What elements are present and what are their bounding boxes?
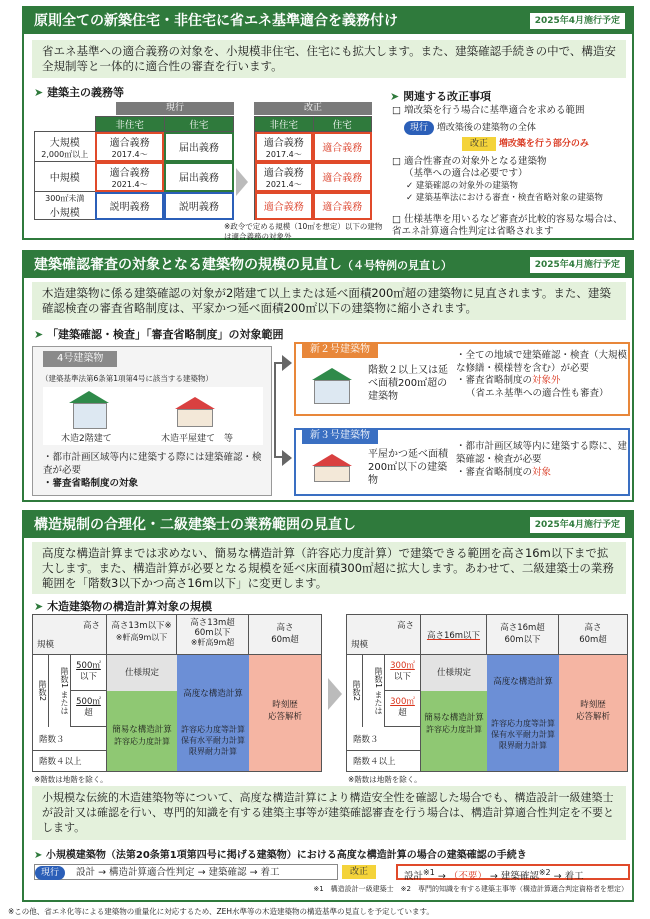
cell-simple: 簡易な構造計算 許容応力度計算 (107, 691, 177, 771)
section-title: 構造規制の合理化・二級建築士の業務範囲の見直し 2025年4月施行予定 (24, 512, 632, 538)
section-title: 原則全ての新築住宅・非住宅に省エネ基準適合を義務付け 2025年4月施行予定 (24, 8, 632, 34)
row-floors2-label: 階数2 (347, 655, 363, 727)
cell-spec: 仕様規定 (421, 655, 487, 691)
new2-tag: 新２号建築物 (302, 342, 378, 358)
check-icon: ✓ (406, 193, 414, 203)
basement-note: ※階数は地階を除く。 (348, 775, 422, 784)
new3-bullets: ・都市計画区域等内に建築する際に、建築確認・検査が必要 ・審査省略制度の対象 (456, 441, 628, 478)
col-res: 住宅 (164, 117, 233, 132)
row-mid: 中規模 (35, 162, 96, 192)
current-tag: 現行 (404, 121, 434, 135)
row-floors1-label: 階数1 または (363, 655, 385, 727)
col-h16-le: 高さ16m以下 (421, 615, 487, 655)
no4-tag: 4号建築物 (43, 351, 117, 367)
related-item-1: □ 増改築を行う場合に基準適合を求める範囲 (392, 105, 585, 116)
one-story-house-icon (175, 397, 215, 427)
cell-timehist: 時刻歴 応答解析 (559, 655, 627, 771)
cell-advanced: 高度な構造計算 許容応力度等計算 保有水平耐力計算 限界耐力計算 (487, 655, 559, 771)
arrow-head-icon (282, 450, 292, 466)
cell-rev-small-res: 適合義務 (313, 192, 372, 220)
section-intro: 省エネ基準への適合義務の対象を、小規模非住宅、住宅にも拡大します。また、建築確認手続きの中で、構造安全規制等と一体的に適合性の審査を行います。 (32, 40, 626, 78)
no4-building-box (32, 346, 272, 496)
col-h16-60: 高さ16m超 60m以下 (487, 615, 559, 655)
cell-rev-large-nonres: 適合義務 2017.4～ (255, 132, 314, 162)
row-floors2-label: 階数2 (33, 655, 49, 727)
current-duty-table (34, 116, 234, 220)
scope-heading: ➤ 木造建築物の構造計算対象の規模 (34, 600, 213, 613)
row-area-le: 500㎡ 以下 (71, 655, 107, 691)
branch-arrow-icon (274, 362, 290, 458)
related-heading: ➤ 関連する改正事項 (390, 90, 492, 103)
col-res: 住宅 (313, 117, 372, 132)
procedure-revised-tag (342, 864, 376, 880)
row-floors3: 階数３ (347, 727, 421, 751)
cell-rev-mid-nonres: 適合義務 2021.4～ (255, 162, 314, 192)
col-h60-gt: 高さ 60m超 (249, 615, 321, 655)
related-item-3: □ 仕様基準を用いるなど審査が比較的容易な場合は、省エネ計算適合性判定は省略されます (392, 214, 623, 237)
procedure-current: 現行 設計 → 構造計算適合性判定 → 建築確認 → 着工 (34, 864, 338, 880)
procedure-revised: 設計$^{※1}$ → （不要） → 建築確認$^{※2}$ → 着工 (396, 864, 630, 880)
arrow-head-icon (282, 355, 292, 371)
row-floors1-label: 階数1 または (49, 655, 71, 727)
effective-date-badge: 2025年4月施行予定 (529, 256, 626, 274)
new2-bullets: ・全ての地域で建築確認・検査（大規模な修繕・模様替を含む）が必要 ・審査省略制度の対象外 （省エネ基準への適合性も審査） (456, 350, 628, 399)
bullet-triangle-icon: ➤ (34, 850, 43, 861)
page-footer-note: ※この他、省エネ化等による建築物の重量化に対応するため、ZEH水準等の木造建築物の構造基準の見直しを予定しています。 (8, 907, 434, 916)
revised-duty-table (254, 116, 372, 220)
new3-building-box (294, 428, 630, 496)
bullet-triangle-icon: ➤ (34, 328, 44, 341)
section-building-confirmation (22, 250, 634, 502)
row-large: 大規模 2,000㎡以上 (35, 132, 96, 162)
col-nonres: 非住宅 (255, 117, 314, 132)
cell-cur-small-res: 説明義務 (164, 192, 233, 220)
col-h13-le: 高さ13m以下※ ※軒高9m以下 (107, 615, 177, 655)
scope-heading: ➤ 「建築確認・検査」「審査省略制度」の対象範囲 (34, 328, 284, 341)
row-floors4: 階数４以上 (347, 751, 421, 771)
duty-footnote: ※政令で定める規模（10㎡を想定）以下の建物は適合義務の対象外 (224, 222, 383, 241)
scale-label: 規模 (37, 640, 55, 650)
label-one-story: 木造平屋建て 等 (161, 434, 234, 444)
height-label: 高さ (396, 621, 414, 631)
col-h13-60: 高さ13m超 60m以下 ※軒高9m超 (177, 615, 249, 655)
cell-cur-large-res: 届出義務 (164, 132, 233, 162)
bullet-triangle-icon: ➤ (34, 86, 44, 99)
cell-rev-mid-res: 適合義務 (313, 162, 372, 192)
item1-current: 現行 増改築後の建築物の全体 (404, 120, 536, 135)
bullet-triangle-icon: ➤ (34, 600, 44, 613)
two-story-house-icon (71, 391, 107, 427)
no4-houses (43, 387, 263, 445)
scale-label: 規模 (351, 640, 369, 650)
cell-rev-large-res: 適合義務 (313, 132, 372, 162)
square-bullet-icon: □ (392, 105, 401, 116)
no4-bullets: ・都市計画区域等内に建築する際には建築確認・検査が必要 ・審査省略制度の対象 (43, 452, 262, 489)
square-bullet-icon: □ (392, 156, 401, 167)
new2-desc: 階数２以上又は延べ面積200㎡超の建築物 (368, 365, 448, 402)
row-floors3: 階数３ (33, 727, 107, 751)
revised-structure-table (346, 614, 628, 772)
basement-note: ※階数は地階を除く。 (34, 775, 108, 784)
row-area-gt: 500㎡ 超 (71, 691, 107, 727)
cell-cur-small-nonres: 説明義務 (95, 192, 164, 220)
height-label: 高さ (82, 621, 100, 631)
square-bullet-icon: □ (392, 214, 401, 225)
effective-date-badge: 2025年4月施行予定 (529, 516, 626, 534)
cell-advanced: 高度な構造計算 許容応力度等計算 保有水平耐力計算 限界耐力計算 (177, 655, 249, 771)
arrow-right-icon (236, 168, 248, 196)
section-title: 建築確認審査の対象となる建築物の規模の見直し（４号特例の見直し） 2025年4月施行予定 (24, 252, 632, 278)
section-intro: 木造建築物に係る建築確認の対象が2階建て以上または延べ面積200㎡超の建築物に見直されます。また、建築確認検査の審査省略制度は、平家かつ延べ面積200㎡以下の建築物に縮小されます。 (32, 282, 626, 320)
item1-revised: 改正 増改築を行う部分のみ (462, 136, 589, 151)
current-tag: 現行 (35, 866, 65, 880)
cell-cur-mid-res: 届出義務 (164, 162, 233, 192)
no4-subtitle: （建築基準法第6条第1項第4号に該当する建築物） (41, 374, 213, 383)
house-icon (312, 454, 352, 484)
label-two-story: 木造2階建て (61, 434, 112, 444)
revised-tag: 改正 (462, 137, 496, 151)
revised-tag: 改正 (342, 865, 376, 879)
effective-date-badge: 2025年4月施行予定 (529, 12, 626, 30)
cell-cur-mid-nonres: 適合義務 2021.4～ (95, 162, 164, 192)
cell-cur-large-nonres: 適合義務 2017.4～ (95, 132, 164, 162)
arrow-right-icon (328, 678, 342, 710)
procedure-heading: ➤ 小規模建築物（法第20条第1項第四号に掲げる建築物）における高度な構造計算の場合の建築確認の手続き (34, 850, 527, 861)
cell-spec: 仕様規定 (107, 655, 177, 691)
house-icon (312, 368, 352, 406)
new3-desc: 平屋かつ延べ面積200㎡以下の建築物 (368, 449, 448, 486)
bullet-triangle-icon: ➤ (390, 90, 400, 103)
col-nonres: 非住宅 (95, 117, 164, 132)
cell-timehist: 時刻歴 応答解析 (249, 655, 321, 771)
owner-duty-heading: ➤ 建築主の義務等 (34, 86, 125, 99)
new2-building-box (294, 342, 630, 416)
row-floors4: 階数４以上 (33, 751, 107, 771)
section-energy-standard (22, 6, 634, 240)
row-area-gt: 300㎡ 超 (385, 691, 421, 727)
section-structure (22, 510, 634, 902)
current-structure-table (32, 614, 322, 772)
related-item-2: □ 適合性審査の対象外となる建築物 （基準への適合は必要です） ✓ 建築確認の対象外の建築物 ✓ 建築基準法における審査・検査省略対象の建築物 (392, 156, 603, 203)
section-intro: 高度な構造計算までは求めない、簡易な構造計算（許容応力度計算）で建築できる範囲を高さ16m以下まで拡大します。また、構造計算が必要となる規模を延べ床面積300㎡超に拡大します。あわせて、二級建築士の業務範囲を「階数3以下かつ高さ16m以下」に変更します。 (32, 542, 626, 594)
col-h60-gt: 高さ 60m超 (559, 615, 627, 655)
row-small: 300㎡未満 小規模 (35, 192, 96, 220)
check-icon: ✓ (406, 181, 414, 191)
current-label: 現行 (116, 102, 234, 115)
cell-rev-small-nonres: 適合義務 (255, 192, 314, 220)
row-area-le: 300㎡ 以下 (385, 655, 421, 691)
procedure-note: ※1 構造設計一級建築士 ※2 専門的知識を有する建築主事等（構造計算適合判定資格者を想定） (313, 885, 628, 893)
cell-simple: 簡易な構造計算 許容応力度計算 (421, 691, 487, 771)
revised-label: 改正 (254, 102, 372, 115)
summary-box: 小規模な伝統的木造建築物等について、高度な構造計算により構造安全性を確認した場合でも、構造設計一級建築士が設計又は確認を行い、専門的知識を有する建築主事等が建築確認審査を行う場合は、構造計算適合性判定を不要とします。 (32, 786, 626, 840)
new3-tag: 新３号建築物 (302, 428, 378, 444)
